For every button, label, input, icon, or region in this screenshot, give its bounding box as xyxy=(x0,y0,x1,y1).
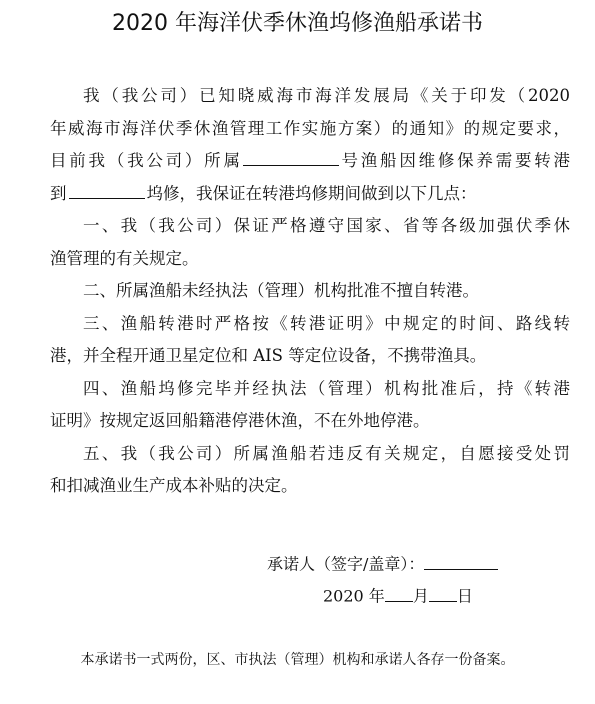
document-title: 2020 年海洋伏季休渔坞修渔船承诺书 xyxy=(112,11,483,36)
date-year: 2020 年 xyxy=(323,586,385,606)
line4-prefix: 到 xyxy=(50,183,67,203)
signature-label: 承诺人（签字/盖章）： xyxy=(267,554,425,574)
day-blank[interactable] xyxy=(429,583,457,602)
intro-line-2: 年威海市海洋伏季休渔管理工作实施方案）的通知》的规定要求， xyxy=(50,118,570,138)
document-body xyxy=(50,80,570,503)
line4-suffix: 坞修，我保证在转港坞修期间做到以下几点： xyxy=(146,183,477,203)
item-4-line-2: 证明》按规定返回船籍港停港休渔，不在外地停港。 xyxy=(50,411,430,430)
vessel-number-blank[interactable] xyxy=(243,147,339,166)
line3-suffix: 号渔船因维修保养需要转港 xyxy=(338,151,571,170)
footer-note: 本承诺书一式两份，区、市执法（管理）机构和承诺人各存一份备案。 xyxy=(80,652,515,668)
item-1-line-2: 渔管理的有关规定。 xyxy=(50,248,199,268)
signature-blank[interactable] xyxy=(424,551,498,570)
signature-line xyxy=(0,551,595,577)
item-3-line-1: 三、渔船转港时严格按《转港证明》中规定的时间、路线转 xyxy=(83,313,570,333)
line3-prefix: 目前我（我公司）所属 xyxy=(50,151,243,170)
item-1-line-1: 一、我（我公司）保证严格遵守国家、省等各级加强伏季休 xyxy=(83,216,570,235)
date-day: 日 xyxy=(456,586,473,606)
item-3-line-2: 港，并全程开通卫星定位和 AIS 等定位设备，不携带渔具。 xyxy=(50,346,487,365)
item-4-line-1: 四、渔船坞修完毕并经执法（管理）机构批准后，持《转港 xyxy=(83,378,570,398)
item-5-line-2: 和扣减渔业生产成本补贴的决定。 xyxy=(50,476,298,495)
date-line xyxy=(0,583,595,609)
month-blank[interactable] xyxy=(385,583,413,602)
intro-line-1: 我（我公司）已知晓威海市海洋发展局《关于印发（2020 xyxy=(83,86,570,105)
item-5-line-1: 五、我（我公司）所属渔船若违反有关规定，自愿接受处罚 xyxy=(83,443,570,463)
dock-location-blank[interactable] xyxy=(69,179,145,198)
date-month: 月 xyxy=(412,586,429,606)
item-2-line-1: 二、所属渔船未经执法（管理）机构批准不擅自转港。 xyxy=(83,281,479,300)
intro-line-3 xyxy=(50,145,570,178)
intro-line-4 xyxy=(50,178,570,211)
